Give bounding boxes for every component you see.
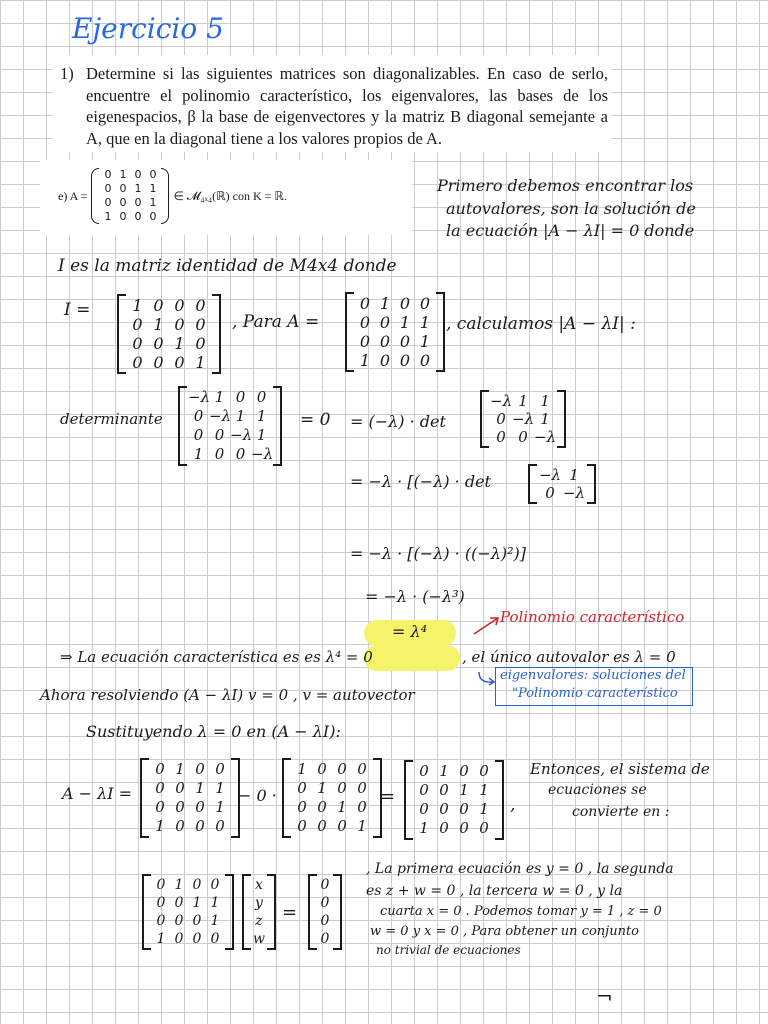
matrix-cell: 0 — [192, 931, 202, 947]
matrix-cell: 0 — [175, 779, 185, 797]
matrix-cell: 0 — [104, 196, 112, 209]
matrix-cell: 0 — [419, 800, 429, 818]
matrix-cell: 1 — [379, 294, 391, 313]
matrix-cell: 1 — [256, 407, 267, 425]
matrix-cell: 0 — [195, 334, 206, 353]
matrix-cell: 1 — [156, 931, 166, 947]
matrix-cell: 0 — [357, 779, 367, 797]
matrix-cell: 0 — [297, 798, 307, 816]
matrix-cell: 1 — [132, 296, 143, 315]
matrix-cell: 0 — [479, 819, 489, 837]
matrix-cell: 0 — [195, 296, 206, 315]
matrix-cell: 0 — [317, 798, 327, 816]
note-line-2: autovalores, son la solución de — [446, 199, 696, 218]
matrix-cell: 1 — [540, 410, 550, 428]
minus-zero-label: − 0 · — [238, 786, 277, 805]
matrix-cell: 0 — [210, 931, 220, 947]
equation-line-b: , el único autovalor es λ = 0 — [462, 648, 676, 666]
red-arrow-icon — [472, 614, 502, 636]
matrix-cell: 0 — [119, 210, 127, 223]
matrix-cell: 1 — [357, 817, 367, 835]
matrix-cell: 0 — [518, 428, 528, 446]
matrix-cell: 0 — [153, 353, 164, 372]
matrix-cell: 0 — [419, 351, 431, 370]
matrix-cell: 0 — [134, 196, 142, 209]
matrix-cell: 0 — [132, 334, 143, 353]
matrix-cell: 1 — [399, 313, 411, 332]
eigen-note-2: "Polinomio característico — [512, 686, 678, 701]
exercise-suffix: ∈ 𝓜₄ₓ₄(ℝ) con K = ℝ. — [173, 188, 287, 203]
matrix-cell: 1 — [104, 210, 112, 223]
step3: = −λ · [(−λ) · ((−λ)²)] — [350, 544, 526, 563]
matrix-cell: 1 — [195, 779, 205, 797]
matrix-cell: 1 — [479, 781, 489, 799]
determinante-label: determinante — [60, 410, 163, 428]
step4: = −λ · (−λ³) — [365, 587, 465, 606]
entonces-3: convierte en : — [572, 804, 670, 820]
matrix-cell: −λ — [538, 466, 562, 484]
matrix-cell: 0 — [119, 182, 127, 195]
matrix-cell: 0 — [174, 353, 185, 372]
matrix-cell: −λ — [188, 388, 211, 406]
matrix-cell: 0 — [297, 779, 307, 797]
identity-label: I = — [64, 300, 91, 320]
final-line-2: es z + w = 0 , la tercera w = 0 , y la — [366, 883, 623, 899]
exercise-statement — [40, 160, 412, 235]
variables-vector — [252, 876, 266, 948]
note-line-4: I es la matriz identidad de M4x4 donde — [58, 256, 397, 276]
matrix-cell: 0 — [174, 296, 185, 315]
comma-mark: , — [510, 795, 516, 815]
vector-cell: w — [253, 931, 265, 947]
matrix-cell: 1 — [174, 877, 184, 893]
matrix-cell: 0 — [256, 388, 267, 406]
equals-sign: = — [380, 786, 396, 807]
vector-cell: 0 — [320, 895, 330, 911]
matrix-cell: 1 — [359, 351, 371, 370]
matrix-cell: 0 — [399, 332, 411, 351]
equation-line-a: ⇒ La ecuación característica es es λ⁴ = 0 — [60, 648, 373, 666]
matrix-cell: 0 — [174, 315, 185, 334]
matrix-m3 — [414, 762, 494, 838]
matrix-cell: 0 — [399, 351, 411, 370]
matrix-cell: 0 — [439, 819, 449, 837]
matrix-cell: 1 — [155, 817, 165, 835]
matrix-cell: 1 — [419, 332, 431, 351]
matrix-cell: 0 — [337, 760, 347, 778]
final-line-5: no trivial de ecuaciones — [376, 943, 521, 957]
final-line-1: , La primera ecuación es y = 0 , la segunda — [366, 861, 674, 877]
matrix-cell: 1 — [153, 315, 164, 334]
entonces-1: Entonces, el sistema de — [530, 760, 710, 778]
matrix-cell: 1 — [193, 445, 204, 463]
matrix-cell: 0 — [174, 895, 184, 911]
matrix-cell: 0 — [419, 294, 431, 313]
matrix-m1 — [150, 760, 230, 836]
matrix-cell: 0 — [192, 877, 202, 893]
matrix-cell: 1 — [518, 392, 528, 410]
matrix-cell: 0 — [175, 817, 185, 835]
matrix-cell: 0 — [134, 168, 142, 181]
note-line-3: la ecuación |A − λI| = 0 donde — [446, 221, 695, 240]
matrix-cell: 1 — [119, 168, 127, 181]
matrix-cell: 1 — [215, 779, 225, 797]
vector-cell: y — [255, 895, 263, 911]
vector-cell: z — [255, 913, 263, 929]
matrix-cell: −λ — [230, 426, 253, 444]
vector-cell: 0 — [320, 913, 330, 929]
matrix-cell: 0 — [399, 294, 411, 313]
final-line-4: w = 0 y x = 0 , Para obtener un conjunto — [370, 924, 639, 939]
matrix-cell: 0 — [317, 760, 327, 778]
matrix-cell: 0 — [195, 817, 205, 835]
matrix-cell: 1 — [215, 798, 225, 816]
matrix-cell: 1 — [235, 407, 246, 425]
matrix-m2 — [292, 760, 372, 836]
matrix-cell: 0 — [357, 760, 367, 778]
para-a-label: , Para A = — [232, 312, 320, 332]
eigen-note-1: eigenvalores: soluciones del — [500, 668, 686, 683]
exercise-prefix: e) A = — [58, 188, 88, 203]
matrix-cell: 0 — [155, 798, 165, 816]
matrix-cell: 1 — [175, 760, 185, 778]
matrix-cell: −λ — [251, 445, 274, 463]
matrix-cell: 0 — [459, 762, 469, 780]
step2-label: = −λ · [(−λ) · det — [350, 472, 491, 491]
calculamos-label: , calculamos |A − λI| : — [446, 314, 636, 334]
matrix-cell: 0 — [134, 210, 142, 223]
step1-matrix — [490, 392, 556, 446]
matrix-cell: −λ — [490, 392, 513, 410]
vector-cell: x — [255, 877, 263, 893]
final-line-3: cuarta x = 0 . Podemos tomar y = 1 , z = 0 — [380, 904, 662, 919]
problem-text: Determine si las siguientes matrices son diagonalizables. En caso de serlo, encuentre el polinomio característico, los eigenvalores, las bases de los eigenespacios, β la base de eigenvectores y la matriz B diagonal semejante a A, que en la diagonal tiene a los valores propios de A. — [86, 64, 608, 148]
matrix-cell: 0 — [297, 817, 307, 835]
vector-cell: 0 — [320, 931, 330, 947]
matrix-cell: 1 — [297, 760, 307, 778]
matrix-cell: 0 — [379, 313, 391, 332]
matrix-cell: 0 — [156, 913, 166, 929]
matrix-cell: 0 — [419, 781, 429, 799]
matrix-cell: 0 — [496, 410, 506, 428]
matrix-cell: 1 — [317, 779, 327, 797]
matrix-cell: −λ — [534, 428, 557, 446]
matrix-cell: 0 — [439, 781, 449, 799]
matrix-cell: 0 — [215, 760, 225, 778]
matrix-cell: 0 — [459, 819, 469, 837]
matrix-cell: −λ — [562, 484, 586, 502]
matrix-cell: 0 — [359, 313, 371, 332]
matrix-cell: 0 — [192, 913, 202, 929]
equals-zero: = 0 — [300, 410, 331, 430]
a-minus-label: A − λI = — [62, 784, 133, 803]
matrix-cell: 1 — [479, 800, 489, 818]
matrix-cell: 0 — [104, 182, 112, 195]
matrix-cell: 0 — [149, 210, 157, 223]
matrix-cell: 1 — [195, 353, 206, 372]
sustituyendo-line: Sustituyendo λ = 0 en (A − λI): — [86, 722, 341, 741]
problem-number: 1) — [60, 64, 74, 83]
system-equals: = — [282, 902, 298, 923]
matrix-cell: 0 — [175, 798, 185, 816]
matrix-cell: 0 — [195, 315, 206, 334]
matrix-cell: 0 — [153, 334, 164, 353]
matrix-cell: −λ — [512, 410, 535, 428]
matrix-cell: 0 — [193, 426, 204, 444]
step2-matrix — [538, 466, 586, 502]
continuation-mark: ¬ — [596, 984, 613, 1008]
matrix-cell: 0 — [195, 760, 205, 778]
matrix-cell: 0 — [195, 798, 205, 816]
matrix-cell: 0 — [210, 877, 220, 893]
matrix-cell: 1 — [459, 781, 469, 799]
matrix-cell: 0 — [174, 913, 184, 929]
matrix-cell: 1 — [337, 798, 347, 816]
matrix-cell: 1 — [569, 466, 579, 484]
matrix-cell: 1 — [419, 313, 431, 332]
matrix-cell: 1 — [149, 196, 157, 209]
matrix-cell: 0 — [496, 428, 506, 446]
matrix-cell: 0 — [317, 817, 327, 835]
exercise-matrix — [91, 168, 169, 224]
page-title: Ejercicio 5 — [72, 12, 224, 45]
matrix-cell: 1 — [174, 334, 185, 353]
matrix-cell: 0 — [357, 798, 367, 816]
matrix-cell: 0 — [337, 779, 347, 797]
ahora-line: Ahora resolviendo (A − λI) v = 0 , v = autovector — [40, 686, 415, 704]
matrix-cell: 0 — [193, 407, 204, 425]
zeros-vector — [318, 876, 332, 948]
matrix-cell: 1 — [419, 819, 429, 837]
matrix-cell: 0 — [214, 426, 225, 444]
matrix-cell: 0 — [545, 484, 555, 502]
matrix-cell: 0 — [155, 760, 165, 778]
matrix-cell: 0 — [155, 779, 165, 797]
matrix-cell: 0 — [156, 877, 166, 893]
entonces-2: ecuaciones se — [548, 782, 647, 798]
highlight-equation — [364, 645, 460, 671]
matrix-cell: 0 — [419, 762, 429, 780]
system-matrix — [152, 876, 224, 948]
matrix-cell: 1 — [134, 182, 142, 195]
matrix-cell: 0 — [104, 168, 112, 181]
step5: = λ⁴ — [392, 622, 428, 641]
matrix-cell: 0 — [235, 445, 246, 463]
matrix-cell: 0 — [156, 895, 166, 911]
matrix-cell: 0 — [379, 332, 391, 351]
matrix-cell: 0 — [132, 353, 143, 372]
matrix-cell: 0 — [439, 800, 449, 818]
determinant-matrix — [188, 388, 272, 464]
note-line-1: Primero debemos encontrar los — [437, 176, 694, 195]
matrix-cell: 0 — [359, 294, 371, 313]
matrix-cell: 0 — [235, 388, 246, 406]
polinomio-label: Polinomio característico — [500, 608, 685, 626]
matrix-cell: 1 — [439, 762, 449, 780]
step1-label: = (−λ) · det — [350, 412, 446, 431]
matrix-cell: 1 — [210, 895, 220, 911]
matrix-cell: −λ — [209, 407, 232, 425]
matrix-cell: 1 — [214, 388, 225, 406]
matrix-cell: 0 — [459, 800, 469, 818]
matrix-cell: 0 — [479, 762, 489, 780]
matrix-cell: 0 — [337, 817, 347, 835]
matrix-cell: 1 — [210, 913, 220, 929]
matrix-cell: 0 — [359, 332, 371, 351]
blue-arrow-icon — [476, 670, 498, 686]
matrix-cell: 1 — [149, 182, 157, 195]
matrix-cell: 0 — [149, 168, 157, 181]
identity-matrix — [127, 296, 211, 372]
matrix-cell: 0 — [215, 817, 225, 835]
matrix-cell: 1 — [256, 426, 267, 444]
matrix-cell: 0 — [132, 315, 143, 334]
matrix-cell: 0 — [174, 931, 184, 947]
vector-cell: 0 — [320, 877, 330, 893]
matrix-cell: 0 — [119, 196, 127, 209]
matrix-cell: 1 — [192, 895, 202, 911]
matrix-cell: 1 — [540, 392, 550, 410]
matrix-cell: 0 — [214, 445, 225, 463]
matrix-cell: 0 — [153, 296, 164, 315]
matrix-cell: 0 — [379, 351, 391, 370]
matrix-a — [355, 294, 435, 370]
problem-statement — [52, 55, 612, 152]
